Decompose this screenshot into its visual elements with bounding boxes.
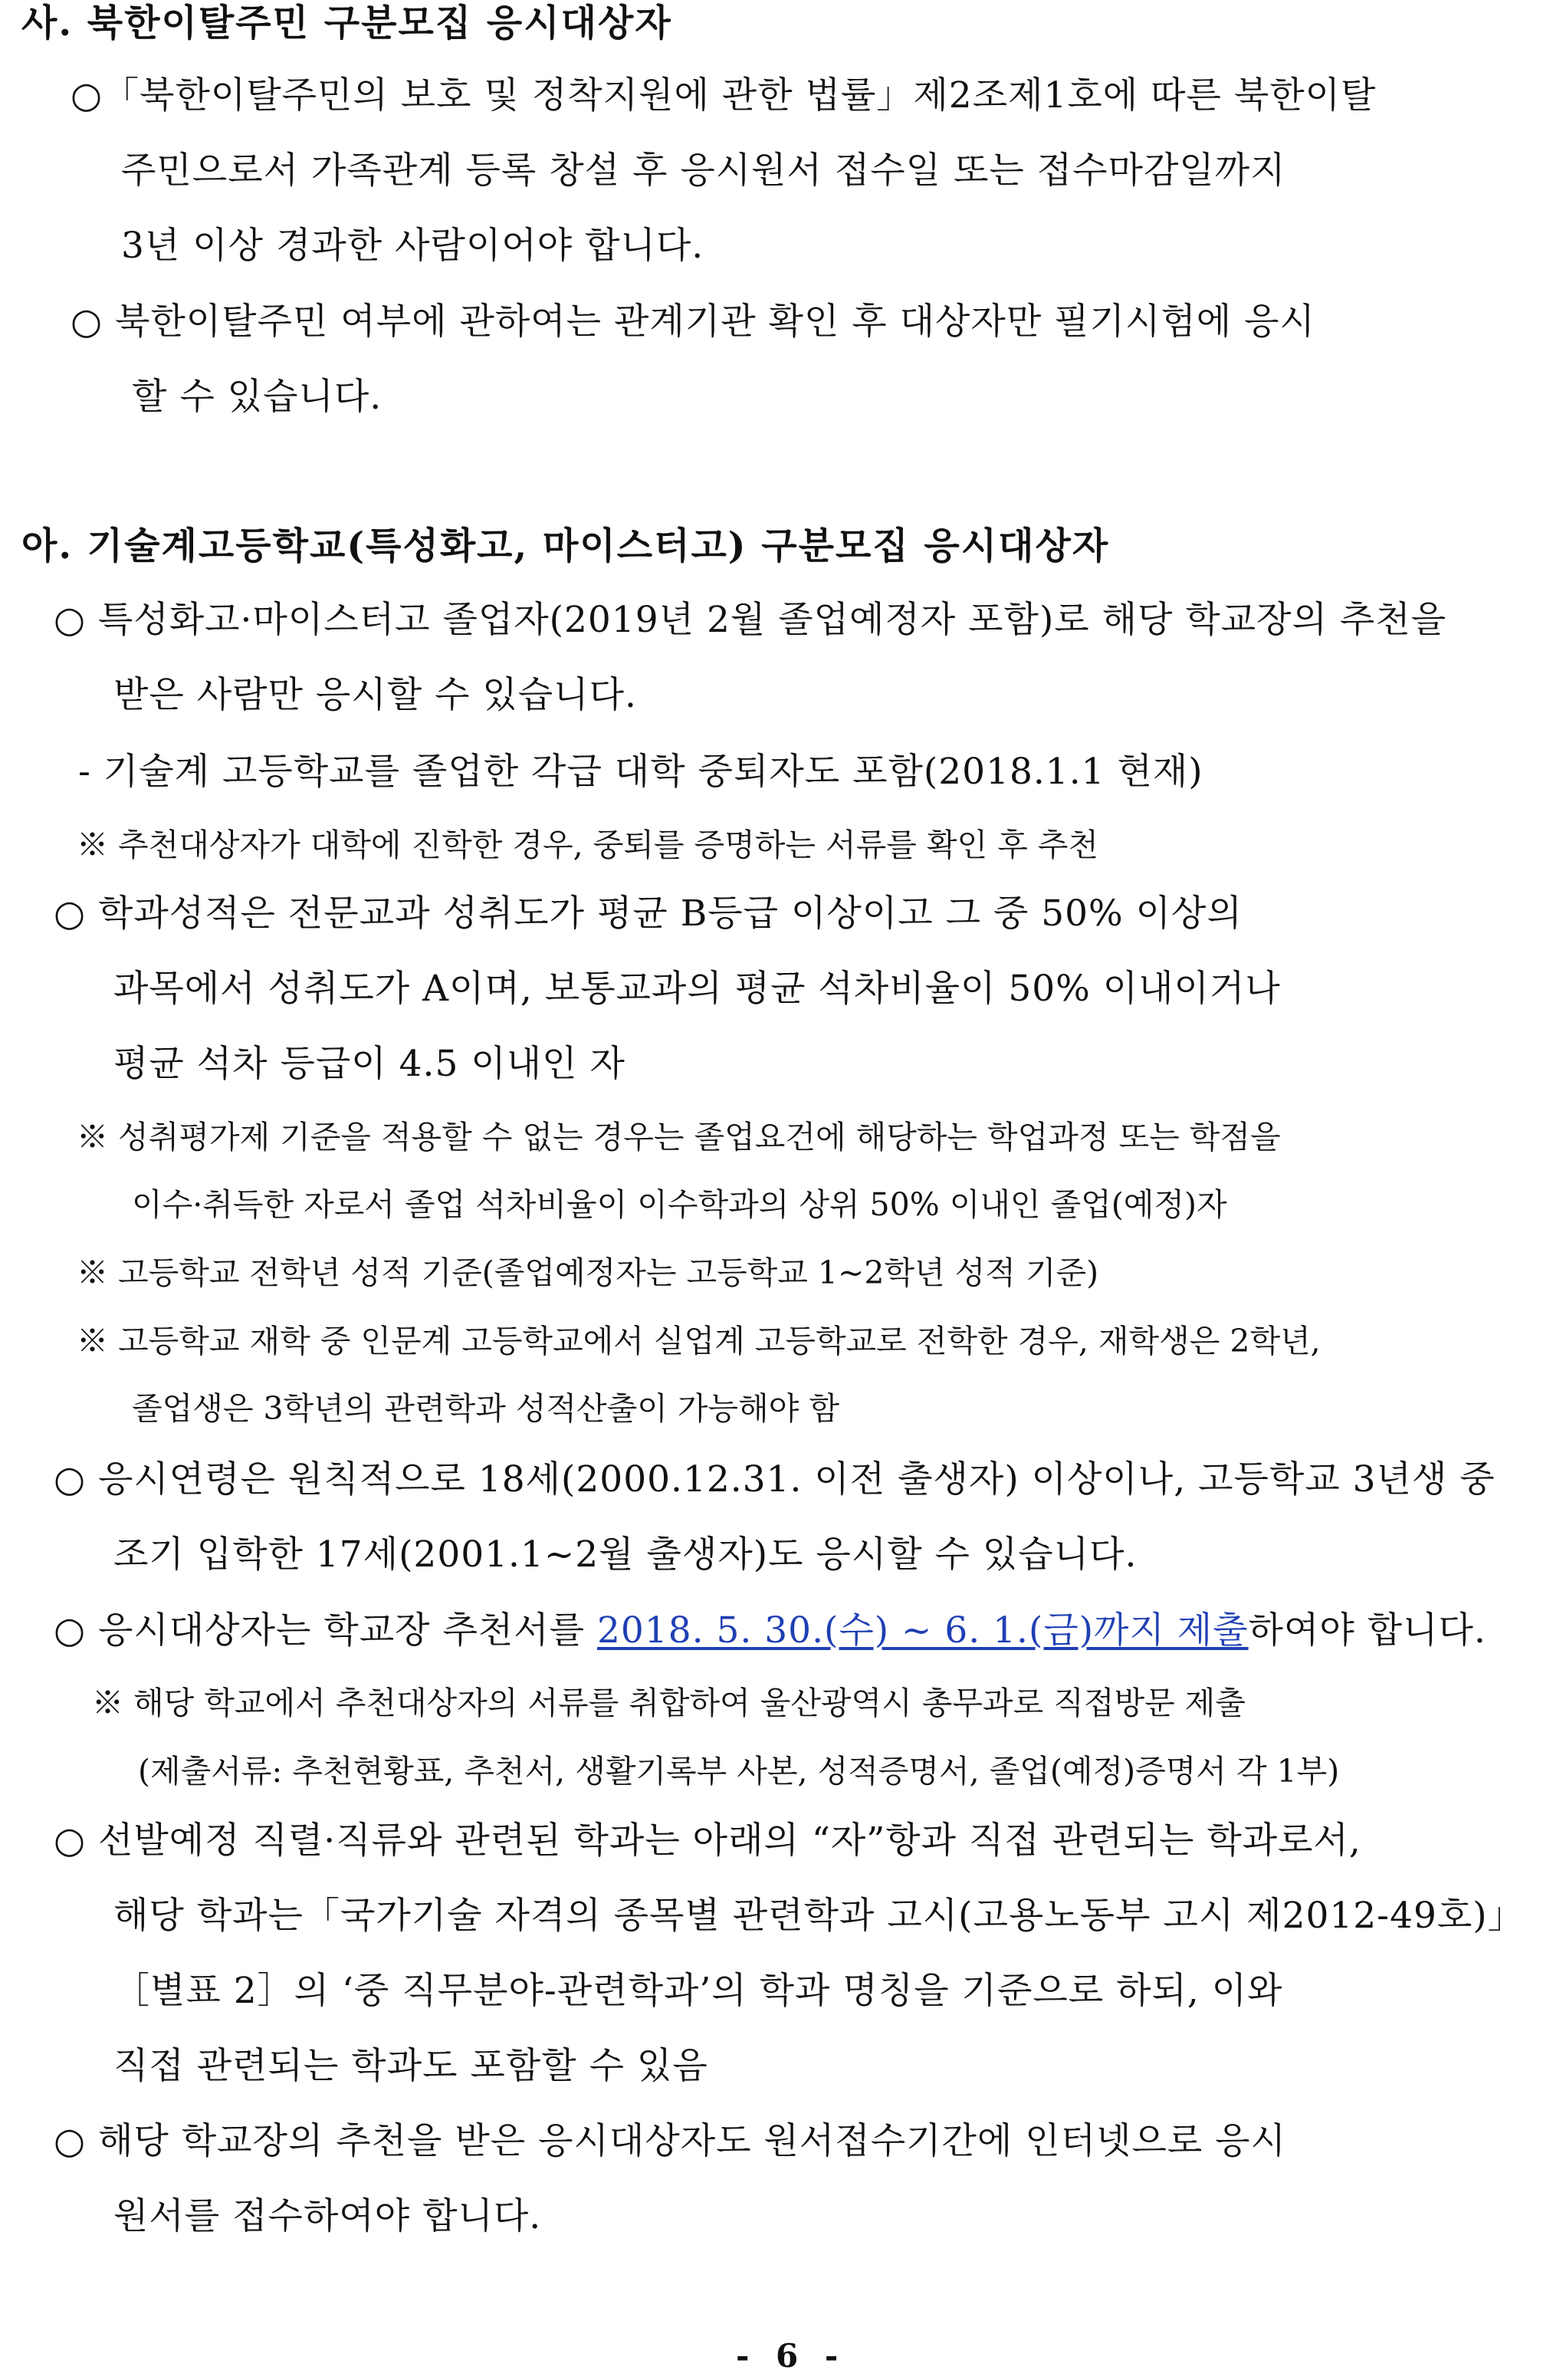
- paragraph-line: 3년 이상 경과한 사람이어야 합니다.: [121, 225, 704, 267]
- paragraph-line: ○ 응시연령은 원칙적으로 18세(2000.12.31. 이전 출생자) 이상이나, 고등학교 3년생 중: [54, 1458, 1496, 1501]
- note-line: 졸업생은 3학년의 관련학과 성적산출이 가능해야 함: [132, 1390, 839, 1427]
- paragraph-line: ○ 해당 학교장의 추천을 받은 응시대상자도 원서접수기간에 인터넷으로 응시: [54, 2120, 1286, 2162]
- paragraph-line: 받은 사람만 응시할 수 있습니다.: [113, 674, 637, 716]
- paragraph-line: 할 수 있습니다.: [132, 376, 383, 418]
- page-number: - 6 -: [736, 2337, 846, 2375]
- paragraph-line: 평균 석차 등급이 4.5 이내인 자: [113, 1043, 625, 1085]
- note-line: (제출서류: 추천현황표, 추천서, 생활기록부 사본, 성적증명서, 졸업(예정)증명서 각 1부): [138, 1753, 1340, 1790]
- paragraph-line: [54, 1609, 1486, 1652]
- paragraph-line: ○ 선발예정 직렬·직류와 관련된 학과는 아래의 “자”항과 직접 관련되는 학과로서,: [54, 1820, 1361, 1862]
- paragraph-line: ○ 학과성적은 전문교과 성취도가 평균 B등급 이상이고 그 중 50% 이상의: [54, 893, 1243, 935]
- paragraph-line: 조기 입학한 17세(2001.1~2월 출생자)도 응시할 수 있습니다.: [113, 1534, 1138, 1576]
- note-line: ※ 성취평가제 기준을 적용할 수 없는 경우는 졸업요건에 해당하는 학업과정 또는 학점을: [77, 1119, 1281, 1155]
- section-heading: 사. 북한이탈주민 구분모집 응시대상자: [21, 2, 672, 44]
- paragraph-line: ○「북한이탈주민의 보호 및 정착지원에 관한 법률」제2조제1호에 따른 북한이탈: [71, 74, 1377, 117]
- paragraph-text: ○ 응시대상자는 학교장 추천서를: [54, 1609, 597, 1652]
- paragraph-line: 원서를 접수하여야 합니다.: [113, 2195, 542, 2237]
- submission-deadline: 2018. 5. 30.(수) ~ 6. 1.(금)까지 제출: [597, 1609, 1249, 1652]
- paragraph-line: ［별표 2］의 ‘중 직무분야-관련학과’의 학과 명칭을 기준으로 하되, 이와: [113, 1970, 1283, 2012]
- paragraph-line: ○ 특성화고·마이스터고 졸업자(2019년 2월 졸업예정자 포함)로 해당 학교장의 추천을: [54, 599, 1447, 641]
- note-line: ※ 고등학교 재학 중 인문계 고등학교에서 실업계 고등학교로 전학한 경우, 재학생은 2학년,: [77, 1323, 1321, 1359]
- paragraph-line: 과목에서 성취도가 A이며, 보통교과의 평균 석차비율이 50% 이내이거나: [113, 968, 1281, 1010]
- note-line: ※ 추천대상자가 대학에 진학한 경우, 중퇴를 증명하는 서류를 확인 후 추천: [77, 827, 1098, 863]
- paragraph-line: 주민으로서 가족관계 등록 창설 후 응시원서 접수일 또는 접수마감일까지: [121, 150, 1286, 192]
- dash-item: - 기술계 고등학교를 졸업한 각급 대학 중퇴자도 포함(2018.1.1 현재): [78, 751, 1203, 793]
- paragraph-line: ○ 북한이탈주민 여부에 관하여는 관계기관 확인 후 대상자만 필기시험에 응시: [71, 301, 1315, 343]
- paragraph-line: 해당 학과는「국가기술 자격의 종목별 관련학과 고시(고용노동부 고시 제2012-49호)」: [113, 1895, 1525, 1937]
- paragraph-text: 하여야 합니다.: [1248, 1609, 1486, 1652]
- section-heading: 아. 기술계고등학교(특성화고, 마이스터고) 구분모집 응시대상자: [21, 524, 1110, 567]
- paragraph-line: 직접 관련되는 학과도 포함할 수 있음: [113, 2045, 708, 2087]
- note-line: 이수·취득한 자로서 졸업 석차비율이 이수학과의 상위 50% 이내인 졸업(예정)자: [132, 1186, 1227, 1223]
- note-line: ※ 해당 학교에서 추천대상자의 서류를 취합하여 울산광역시 총무과로 직접방문 제출: [92, 1685, 1246, 1721]
- note-line: ※ 고등학교 전학년 성적 기준(졸업예정자는 고등학교 1~2학년 성적 기준): [77, 1254, 1099, 1291]
